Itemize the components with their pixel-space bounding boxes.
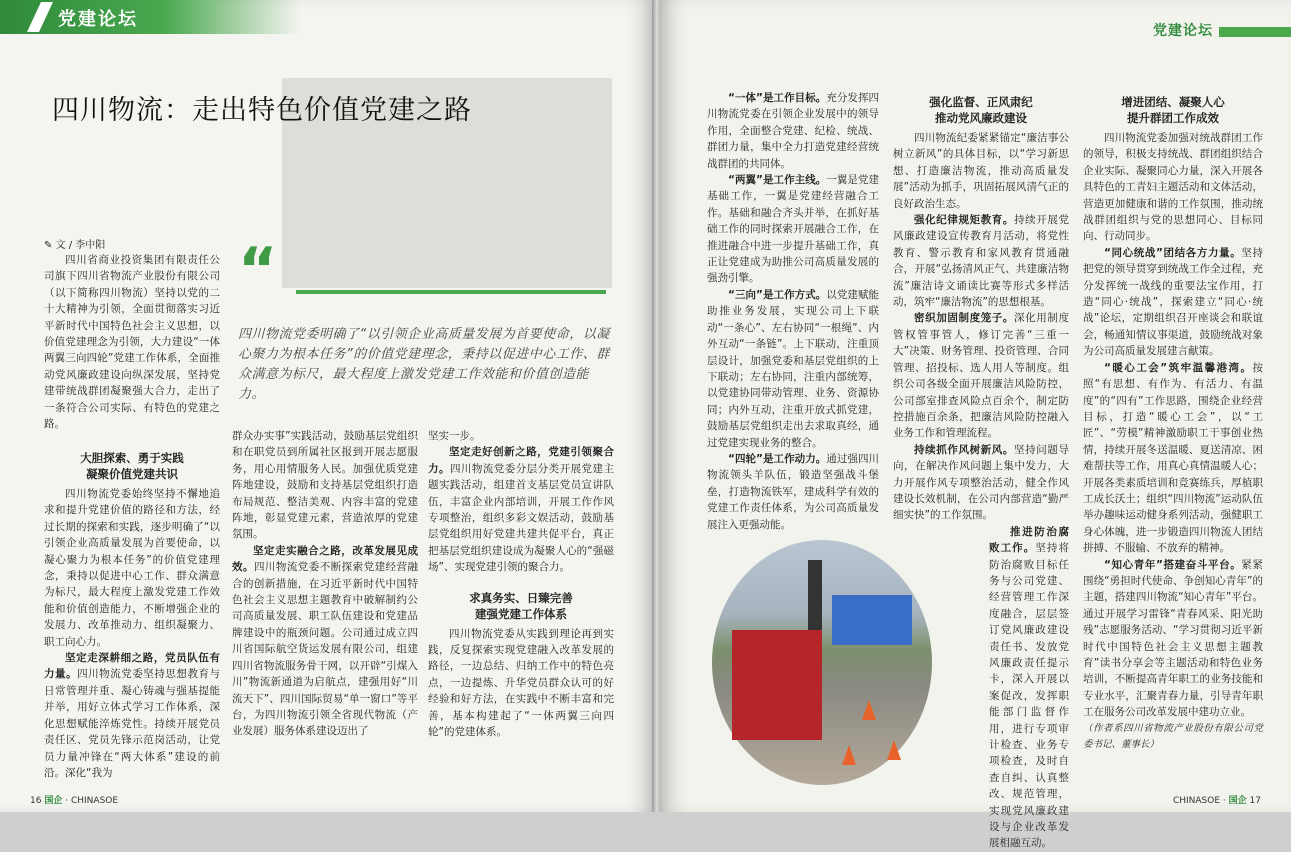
author-note: （作者系四川省物流产业股份有限公司党委书记、董事长） [1083,722,1263,751]
col3-para-2: 四川物流党委从实践到理论再到实践，反复探索实现党建融入改革发展的路径，一边总结、归纳工作中的特色亮点，一边提炼、升华党员群众认可的好经验和好方法，在实践中不断丰富和完善，基本构建起了“一体两翼三向四轮”的党建体系。 [428,627,614,739]
col5-para-2 [893,212,1069,310]
col1-para-2-body: 四川物流党委坚持思想教育与日常管理并重、凝心铸魂与强基提能并举，用好立体式学习工作体系，深化思想赋能淬炼党性。持续开展党员责任区、党员先锋示范岗活动，让党员力量冲锋在“两大体系”建设的前沿。深化“我为 [44,668,221,779]
col6-para-3-lead: “暖心工会”筑牢温馨港湾。 [1104,361,1253,374]
col5-para-4-body: 坚持问题导向，在解决作风问题上集中发力，大力开展作风专项整治活动，健全作风建设长效机制，在公司内部营造“勤严细实快”的工作氛围。 [893,443,1070,522]
col6-para-2 [1083,245,1263,360]
section-tag-left [0,0,300,34]
right-column-2 [893,90,1069,852]
section-heading-4: 增进团结、凝聚人心 提升群团工作成效 [1121,95,1225,125]
col4-para-2-lead: “两翼”是工作主线。 [728,174,827,187]
col5-para-3-body: 深化用制度管权管事管人，修订完善“三重一大”决策、财务管理、投资管理、合同管理、招投标、选人用人等制度。组织公司各级全面开展廉洁风险防控，公司部室排查风险点百余个，制定防控措施百余条，把廉洁风险防控融入业务工作和管理流程。 [893,312,1070,440]
tag-bar [1219,27,1291,37]
section-tag-right-label: 党建论坛 [1153,23,1213,39]
col4-para-4-lead: “四轮”是工作动力。 [728,452,827,465]
brand-sub-right: CHINASOE [1172,796,1221,806]
tag-stripe [27,2,53,32]
col2-para-2-body: 四川物流党委不断探索党建经营融合的创新措施，在习近平新时代中国特色社会主义思想主题教育中破解制约公司高质量发展、职工队伍建设和党建品牌建设中的瓶颈问题。公司通过成立四川省国际航空货运发展有限公司，组建四川省物流服务骨干网，以开辟“引煤入川”物流新通道为启航点，建强用好“川流天下”、四川国际贸易“单一窗口”等平台，为四川物流引领全省现代物流（产业发展）服务体系建设迈出了 [232,561,418,738]
col6-para-4-body: 紧紧围绕“勇担时代使命、争创知心青年”的主题，搭建四川物流“知心青年”平台。通过开展学习雷锋“青春风采、阳光助残”志愿服务活动、“学习贯彻习近平新时代中国特色社会主义思想主题教育”读书分享会等主题活动和特色业务培训，不断提高青年职工的业务技能和专业水平，汇聚青春力量，引导青年职工在服务公司改革发展中建功立业。 [1083,558,1263,719]
col3-para-0: 坚实一步。 [428,430,481,442]
quote-mark-icon: “ [238,235,278,305]
col1-para-2-lead: 坚定走深耕细之路，党员队伍有力量。 [44,652,220,681]
col6-para-3-body: 按照“有思想、有作为、有活力、有温度”的“四有”工作思路，围绕企业经营目标，打造“暖心工会”，以“工匠”、“劳模”精神激励职工干事创业热情，持续开展冬送温暖、夏送清凉、困难帮扶等工作，用真心真情温暖人心；开展各类素质培训和竞赛练兵，厚植职工成长沃土；组织“四川物流”运动队伍举办趣味运动健身系列活动，强健职工身心体魄，进一步锻造四川物流人团结拼搏、不服输、不放弃的精神。 [1083,361,1263,555]
section-heading-3: 强化监督、正风肃纪 推动党风廉政建设 [929,95,1033,125]
col5-para-5-lead: 推进防治腐败工作。 [989,525,1069,555]
col5-para-4 [893,442,1069,524]
col6-para-2-body: 坚持把党的领导贯穿到统战工作全过程，充分发挥统一战线的重要法宝作用，打造“同心·统战”，探索建立“同心·统战”论坛，定期组织召开座谈会和联谊会，畅通知情议事渠道，鼓励统战对象为公司高质量发展建言献策。 [1083,246,1263,358]
col6-para-4-lead: “知心青年”搭建奋斗平台。 [1104,558,1242,571]
pen-icon: ✎ [44,240,53,251]
col5-para-1: 四川物流纪委紧紧锚定“廉洁事公树立新风”的具体目标，以“学习新思想、打造廉洁物流，推动高质量发展”活动为抓手，巩固拓展风清气正的良好政治生态。 [893,132,1069,210]
col6-para-2-lead: “同心统战”团结各方力量。 [1104,246,1242,259]
quote-rule [296,290,606,294]
traffic-cone-icon [887,740,901,760]
footer-left: 16 国企 · CHINASOE [30,796,119,806]
col4-para-3-body: 以党建赋能助推业务发展，实现公司上下联动“一条心”、左右协同“一根绳”、内外互动“一条链”。上下联动，注重顶层设计，加强党委和基层党组织的上下联动；左右协同，注重内部统筹，以党建协同带动管理、业务、资源协同；内外互动，注重开放式抓党建，鼓励基层党组织走出去求取真经，通过党建实现业务的整合。 [707,288,879,449]
author-line [44,236,105,251]
page-number-right: 17 [1249,796,1261,806]
col5-para-2-body: 持续开展党风廉政建设宣传教育月活动，将党性教育、警示教育和家风教育贯通融合，开展“弘扬清风正气、共建廉洁物流”廉洁诗文诵读比赛等形式多样活动，筑牢“廉洁物流”的思想根基。 [893,214,1070,309]
col4-para-4 [707,451,879,533]
author-name: 文 / 李中阳 [55,240,106,251]
col2-para-2 [232,543,418,740]
col5-para-3-lead: 密织加固制度笼子。 [914,312,1015,325]
col2-para-1: 群众办实事”实践活动，鼓励基层党组织和在职党员到所属社区报到开展志愿服务，用心用情服务人民。加强优质党建阵地建设，鼓励和支持基层党组织打造布局规范、整洁美观、内容丰富的党建阵地，彰显党建元素，营造浓厚的党建氛围。 [232,430,418,541]
lead-text: 四川省商业投资集团有限责任公司旗下四川省物流产业股份有限公司（以下简称四川物流）坚持以党的二十大精神为引领，全面贯彻落实习近平新时代中国特色社会主义思想，以价值党建理念为引领，大力建设“一体两翼三向四轮”党建工作体系，全面推动党风廉政建设向纵深发展，坚持党建带统战群团凝聚强大合力，走出了一条符合公司实际、有特色的党建之路。 [44,254,220,431]
col3-para-1 [428,444,614,575]
right-column-1 [707,90,879,533]
col4-para-1 [707,90,879,172]
section-tag-right [1121,24,1291,40]
section-tag-label: 党建论坛 [58,9,138,30]
col4-para-2 [707,172,879,287]
col5-para-2-lead: 强化纪律规矩教育。 [914,214,1015,227]
traffic-cone-icon [862,700,876,720]
col3-para-1-lead: 坚定走好创新之路，党建引领聚合力。 [428,446,614,475]
forklift-contest-photo [712,540,932,785]
page-number-left: 16 [30,796,42,806]
col4-para-3-lead: “三向”是工作方式。 [728,288,827,301]
traffic-cone-icon [842,745,856,765]
col6-para-1: 四川物流党委加强对统战群团工作的领导，积极支持统战、群团组织结合企业实际、凝聚同心力量，深入开展各具特色的工青妇主题活动和文体活动，营造更加健康和谐的工作氛围，推动统战群团组织与党的思想同心、目标同向、行动同步。 [1083,132,1263,243]
col4-para-2-body: 一翼是党建基础工作，一翼是党建经营融合工作。基础和融合齐头并举，在抓好基础工作的同时探索开展融合工作，在推进融合中进一步提升基础工作，真正让党建成为助推公司高质量发展的强劲引擎。 [707,174,879,285]
col1-para-1: 四川物流党委始终坚持不懈地追求和提升党建价值的路径和方法，经过长期的探索和实践，逐步明确了“以引领企业高质量发展为首要使命，以凝心聚力为根本任务”的价值党建理念，秉持以促进中心工作、群众满意为标尺，最大程度上激发党建工作效能和价值创造能力，不断增强企业的发展力、改革推动力、组织凝聚力、职工向心力。 [44,488,220,648]
col2-para-2-lead: 坚定走实融合之路，改革发展见成效。 [232,544,418,574]
article-title: 四川物流：走出特色价值党建之路 [52,95,472,126]
brand-right: 国企 [1228,796,1247,806]
col5-para-4-lead: 持续抓作风树新风。 [914,443,1015,456]
brand-sub-left: CHINASOE [70,796,119,806]
pull-quote: 四川物流党委明确了“以引领企业高质量发展为首要使命，以凝心聚力为根本任务”的价值党建理念，秉持以促进中心工作、群众满意为标尺，最大程度上激发党建工作效能和价值创造能力。 [238,327,610,402]
section-heading-1: 大胆探索、勇于实践 凝聚价值党建共识 [80,451,184,481]
left-column-3 [428,428,614,741]
col5-para-3 [893,310,1069,441]
left-column-2 [232,428,418,740]
event-banner-backdrop [832,595,912,645]
left-page [0,0,655,812]
forklift-body [732,630,822,740]
col3-para-1-body: 四川物流党委分层分类开展党建主题实践活动，组建首支基层党员宣讲队伍，丰富企业内部培训，开展工作作风专项整治，组织多彩文娱活动，鼓励基层党组织用好党建共建共促平台，真正把基层党组织建设成为凝聚人心的“强磁场”、实现党建引领的聚合力。 [428,462,614,574]
col6-para-3 [1083,360,1263,557]
brand-left: 国企 [44,796,63,806]
col4-para-1-body: 充分发挥四川物流党委在引领企业发展中的领导作用，全面整合党建、纪检、统战、群团力量，集中全力打造党建经营统战群团的共同体。 [707,92,879,170]
col4-para-4-body: 通过强四川物流领头羊队伍，锻造坚强战斗堡垒，打造物流铁军，建成科学有效的党建工作责任体系，为公司高质量发展注入更强动能。 [707,452,879,531]
col4-para-1-lead: “一体”是工作目标。 [728,92,827,104]
right-column-3 [1083,90,1263,753]
col1-para-2 [44,650,220,781]
col5-para-5-body: 坚持将防治腐败目标任务与公司党建、经营管理工作深度融合，层层签订党风廉政建设责任书、发放党风廉政责任提示卡，深入开展以案促改，发挥职能部门监督作用，进行专项审计检查、业务专项检查，及时自查自纠、认真整改、规范管理，实现党风廉政建设与企业改革发展相融互动。 [989,542,1070,850]
footer-right: CHINASOE · 国企 17 [1172,796,1261,806]
col4-para-3 [707,287,879,451]
section-heading-2: 求真务实、日臻完善 建强党建工作体系 [469,590,573,621]
left-column-1 [44,446,220,781]
lead-paragraph [44,252,220,432]
col6-para-4 [1083,557,1263,721]
